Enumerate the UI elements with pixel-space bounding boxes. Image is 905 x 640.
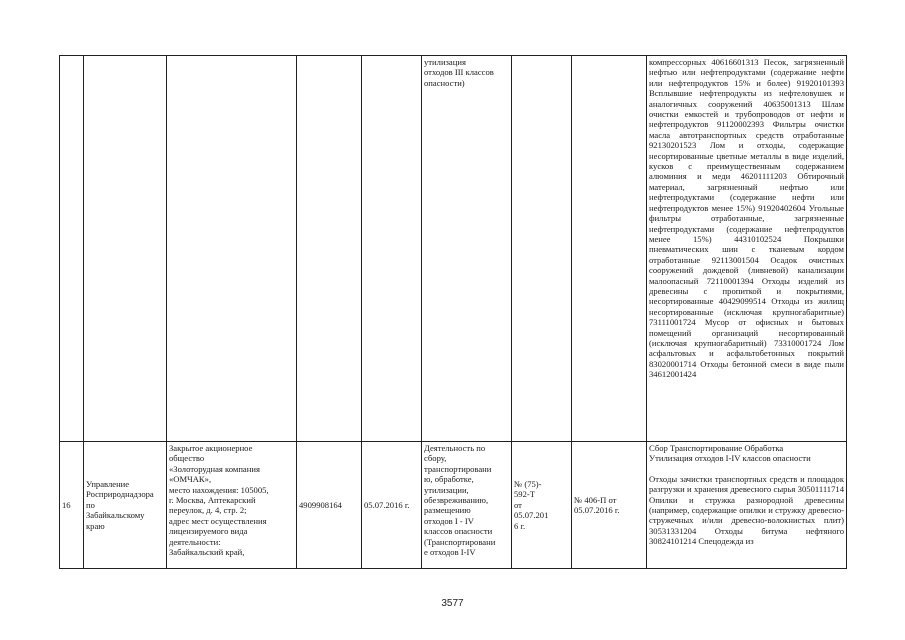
cell-licensee: Закрытое акционерное общество «Золоторудная компания «ОМЧАК», место нахождения: 105005, г. Москва, Аптекарский переулок, д. 4, стр. 2; адрес мест осуществления лицензируемого вида деятельности: Забайкальский край, — [167, 442, 297, 569]
cell-authority: Управление Росприроднадзора по Забайкальскому краю — [84, 442, 167, 569]
cell-activity: Деятельность по сбору, транспортировани ю, обработке, утилизации, обезвреживанию, размещению отходов I - IV классов опасности (Транспортировани е отходов I-IV — [422, 442, 512, 569]
cell-activity: утилизация отходов III классов опасности) — [422, 56, 512, 442]
register-table — [59, 55, 847, 569]
cell-num: 16 — [60, 442, 84, 569]
cell-num — [60, 56, 84, 442]
cell-date — [362, 56, 422, 442]
cell-waste-list — [647, 442, 847, 569]
cell-license-no: № (75)- 592-Т от 05.07.201 6 г. — [512, 442, 572, 569]
table-row — [60, 442, 847, 569]
cell-order: № 406-П от 05.07.2016 г. — [572, 442, 647, 569]
cell-date: 05.07.2016 г. — [362, 442, 422, 569]
waste-header: Сбор Транспортирование Обработка Утилизация отходов I-IV классов опасности — [649, 443, 811, 464]
cell-inn — [297, 56, 362, 442]
page-number: 3577 — [441, 598, 464, 609]
cell-order — [572, 56, 647, 442]
waste-text: Отходы зачистки транспортных средств и площадок разгрузки и хранения древесного сырья 30501111714 Опилки и стружка разнородной древесины (например, содержащие опилки и стружку древесно-стружечных и/или древесно-волокнистых плит) 30531331204 Отходы битума нефтяного 30824101214 Спецодежда из — [649, 473, 844, 547]
cell-inn: 4909908164 — [297, 442, 362, 569]
cell-licensee — [167, 56, 297, 442]
cell-waste-list: компрессорных 40616601313 Песок, загрязненный нефтью или нефтепродуктами (содержание нефти или нефтепродуктов 15% и более) 91920101393 Всплывшие нефтепродукты из нефтеловушек и аналогичных сооружений 40635001313 Шлам очистки емкостей и трубопроводов от нефти и нефтепродуктов 91120002393 Фильтры очистки масла автотранспортных средств отработанные 92130201523 Лом и отходы, содержащие несортированные цветные металлы в виде изделий, кусков с преимущественным содержанием алюминия и меди 46201111203 Обтирочный материал, загрязненный нефтью или нефтепродуктами (содержание нефти или нефтепродуктов менее 15%) 91920402604 Угольные фильтры отработанные, загрязненные нефтепродуктами (содержание нефтепродуктов менее 15%) 44310102524 Покрышки пневматических шин с тканевым кордом отработанные 92113001504 Осадок очистных сооружений дождевой (ливневой) канализации малоопасный 72110001394 Отходы изделий из древесины с пропиткой и покрытиями, несортированные 40429099514 Отходы из жилищ несортированные (исключая крупногабаритные) 73111001724 Мусор от офисных и бытовых помещений организаций несортированный (исключая крупногабаритный) 73310001724 Лом асфальтовых и асфальтобетонных покрытий 83020001714 Отходы бетонной смеси в виде пыли 34612001424 — [647, 56, 847, 442]
cell-authority — [84, 56, 167, 442]
cell-license-no — [512, 56, 572, 442]
table-row — [60, 56, 847, 442]
